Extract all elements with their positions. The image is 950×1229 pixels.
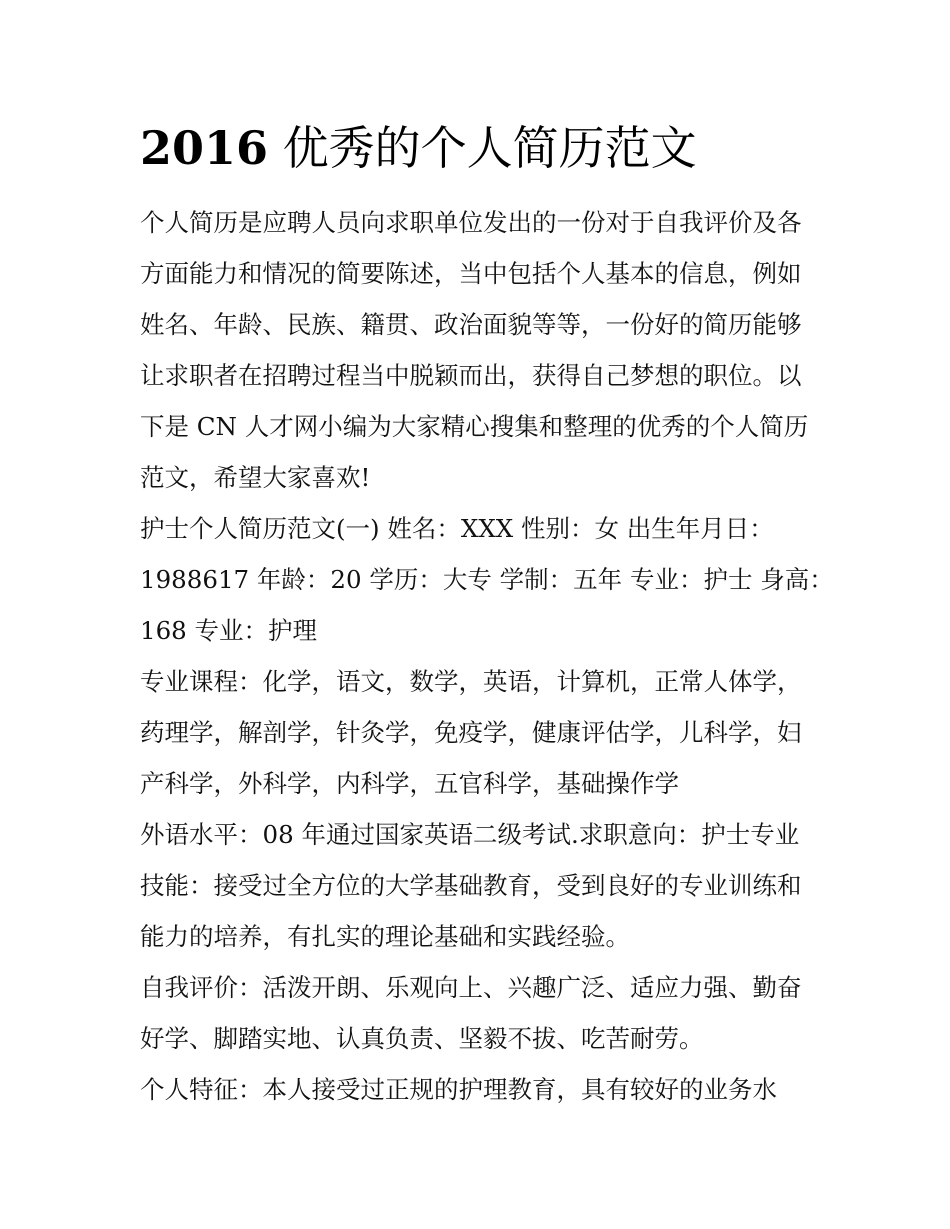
body-line: 1988617 年龄：20 学历：大专 学制：五年 专业：护士 身高： [140, 565, 834, 594]
body-line: 让求职者在招聘过程当中脱颖而出，获得自己梦想的职位。以 [140, 361, 802, 390]
body-line: 外语水平：08 年通过国家英语二级考试.求职意向：护士专业 [140, 820, 800, 849]
body-line: 个人特征：本人接受过正规的护理教育，具有较好的业务水 [140, 1075, 777, 1104]
title-year: 2016 [140, 121, 269, 175]
body-line: 168 专业：护理 [140, 616, 318, 645]
document-body [140, 197, 834, 1115]
body-line: 方面能力和情况的简要陈述，当中包括个人基本的信息，例如 [140, 259, 802, 288]
body-line: 技能：接受过全方位的大学基础教育，受到良好的专业训练和 [140, 871, 802, 900]
body-line: 范文，希望大家喜欢! [140, 463, 371, 492]
body-line: 个人简历是应聘人员向求职单位发出的一份对于自我评价及各 [140, 208, 802, 237]
body-line: 药理学，解剖学，针灸学，免疫学，健康评估学，儿科学，妇 [140, 718, 802, 747]
body-line: 下是 CN 人才网小编为大家精心搜集和整理的优秀的个人简历 [140, 412, 809, 441]
body-line: 产科学，外科学，内科学，五官科学，基础操作学 [140, 769, 679, 798]
document-title [140, 112, 697, 184]
body-line: 护士个人简历范文(一) 姓名：XXX 性别：女 出生年月日： [140, 514, 774, 543]
body-line: 自我评价：活泼开朗、乐观向上、兴趣广泛、适应力强、勤奋 [140, 973, 802, 1002]
body-line: 姓名、年龄、民族、籍贯、政治面貌等等，一份好的简历能够 [140, 310, 802, 339]
body-line: 专业课程：化学，语文，数学，英语，计算机，正常人体学， [140, 667, 802, 696]
title-text: 优秀的个人简历范文 [282, 121, 697, 175]
body-line: 能力的培养，有扎实的理论基础和实践经验。 [140, 922, 630, 951]
body-line: 好学、脚踏实地、认真负责、坚毅不拔、吃苦耐劳。 [140, 1024, 704, 1053]
